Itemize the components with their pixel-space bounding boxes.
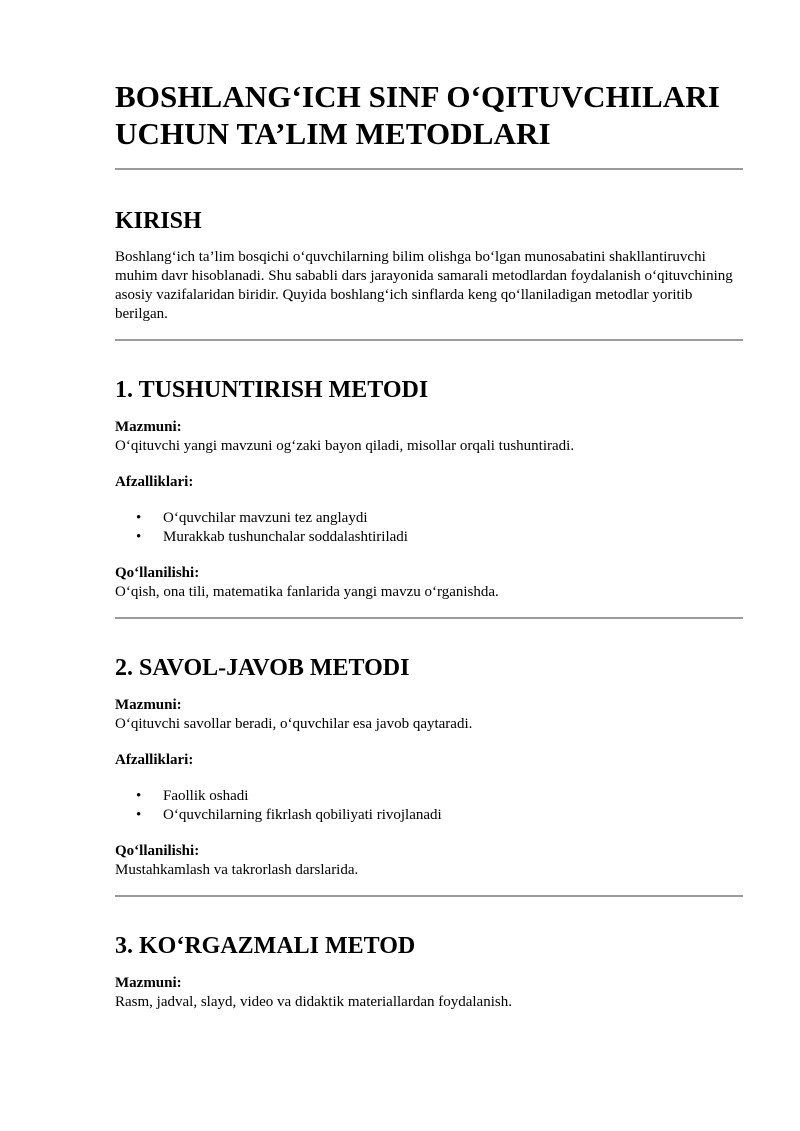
document-title-line1: BOSHLANG‘ICH SINF O‘QITUVCHILARI: [115, 79, 720, 114]
section-heading: 2. SAVOL-JAVOB METODI: [115, 655, 410, 681]
intro-heading: KIRISH: [115, 208, 202, 234]
section-tushuntirish: [115, 376, 743, 619]
content-label: Mazmuni:: [115, 975, 182, 991]
usage-text: O‘qish, ona tili, matematika fanlarida yangi mavzu o‘rganishda.: [115, 584, 499, 600]
content-label: Mazmuni:: [115, 697, 182, 713]
divider: [115, 339, 743, 341]
content-text: Rasm, jadval, slayd, video va didaktik materiallardan foydalanish.: [115, 994, 512, 1010]
intro-paragraph: Boshlang‘ich ta’lim bosqichi o‘quvchilarning bilim olishga bo‘lgan munosabatini shakllantiruvchi muhim davr hisoblanadi. Shu sababli dars jarayonida samarali metodlardan foydalanish o‘qituvchining asosiy vazifalaridan biridir. Quyida boshlang‘ich sinflarda keng qo‘llaniladigan metodlar yoritib berilgan.: [115, 249, 733, 322]
content-text: O‘qituvchi yangi mavzuni og‘zaki bayon qiladi, misollar orqali tushuntiradi.: [115, 438, 575, 454]
section-savol-javob: [115, 654, 743, 897]
document-title-line2: UCHUN TA’LIM METODLARI: [115, 116, 551, 151]
list-item: • Murakkab tushunchalar soddalashtiriladi: [115, 528, 743, 547]
content-label: Mazmuni:: [115, 419, 182, 435]
divider: [115, 168, 743, 170]
advantages-list: [115, 509, 743, 547]
list-item: • Faollik oshadi: [115, 787, 743, 806]
list-item: • O‘quvchilar mavzuni tez anglaydi: [115, 509, 743, 528]
divider: [115, 895, 743, 897]
list-item: • O‘quvchilarning fikrlash qobiliyati rivojlanadi: [115, 806, 743, 825]
content-text: O‘qituvchi savollar beradi, o‘quvchilar esa javob qaytaradi.: [115, 716, 473, 732]
section-korgazmali: [115, 932, 743, 1012]
document-title: [115, 78, 743, 152]
usage-label: Qo‘llanilishi:: [115, 843, 200, 859]
section-heading: 3. KO‘RGAZMALI METOD: [115, 933, 416, 959]
usage-label: Qo‘llanilishi:: [115, 565, 200, 581]
advantages-label: Afzalliklari:: [115, 752, 194, 768]
advantages-label: Afzalliklari:: [115, 474, 194, 490]
document-content: [115, 78, 743, 1012]
advantages-list: [115, 787, 743, 825]
usage-text: Mustahkamlash va takrorlash darslarida.: [115, 862, 359, 878]
divider: [115, 617, 743, 619]
section-heading: 1. TUSHUNTIRISH METODI: [115, 377, 429, 403]
